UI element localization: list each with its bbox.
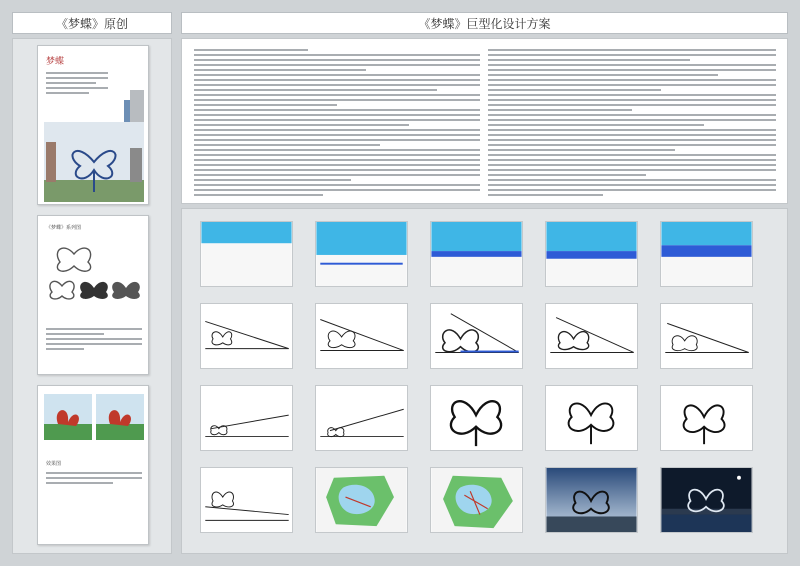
page2-caption: 《梦蝶》系列图 xyxy=(46,225,82,231)
butterfly-icon xyxy=(80,282,140,299)
text-column-right xyxy=(488,49,776,199)
original-page-2[interactable] xyxy=(37,215,149,375)
page3-caption: 效果图 xyxy=(46,461,62,467)
thumb-r2-c4[interactable] xyxy=(545,303,638,369)
thumb-r2-c2[interactable] xyxy=(315,303,408,369)
thumb-r1-c1[interactable] xyxy=(200,221,293,287)
right-header xyxy=(181,12,788,34)
thumb-r2-c5[interactable] xyxy=(660,303,753,369)
butterfly-outline-icon xyxy=(212,332,232,345)
thumb-r1-c2[interactable] xyxy=(315,221,408,287)
design-thumbnails-panel xyxy=(181,208,788,554)
thumb-r3-c1[interactable] xyxy=(200,385,293,451)
thumb-r4-c2[interactable] xyxy=(315,467,408,533)
thumb-r3-c3[interactable] xyxy=(430,385,523,451)
thumb-r4-c5[interactable] xyxy=(660,467,753,533)
original-page-1[interactable] xyxy=(37,45,149,205)
thumb-r2-c1[interactable] xyxy=(200,303,293,369)
text-column-left xyxy=(194,49,480,199)
design-text-panel xyxy=(181,38,788,204)
page1-sculpture-photo xyxy=(44,122,144,202)
thumb-r4-c3[interactable] xyxy=(430,467,523,533)
thumb-r1-c3[interactable] xyxy=(430,221,523,287)
page1-title: 梦蝶 xyxy=(46,57,65,67)
left-header-title: 《梦蝶》原创 xyxy=(55,16,128,31)
original-page-3[interactable] xyxy=(37,385,149,545)
page2-text-lines xyxy=(46,328,142,353)
butterfly-outline-icon xyxy=(431,386,522,450)
page3-photos xyxy=(44,394,144,440)
right-header-title: 《梦蝶》巨型化设计方案 xyxy=(418,16,551,31)
thumb-r4-c4[interactable] xyxy=(545,467,638,533)
original-pages-column xyxy=(12,38,172,554)
thumb-r3-c5[interactable] xyxy=(660,385,753,451)
page1-text-lines xyxy=(46,72,108,97)
page2-butterfly-series xyxy=(44,240,144,304)
page3-text-lines xyxy=(46,472,142,487)
thumb-r3-c2[interactable] xyxy=(315,385,408,451)
thumb-r2-c3[interactable] xyxy=(430,303,523,369)
thumb-r1-c5[interactable] xyxy=(660,221,753,287)
thumb-r4-c1[interactable] xyxy=(200,467,293,533)
thumb-r1-c4[interactable] xyxy=(545,221,638,287)
left-header xyxy=(12,12,172,34)
thumb-r3-c4[interactable] xyxy=(545,385,638,451)
